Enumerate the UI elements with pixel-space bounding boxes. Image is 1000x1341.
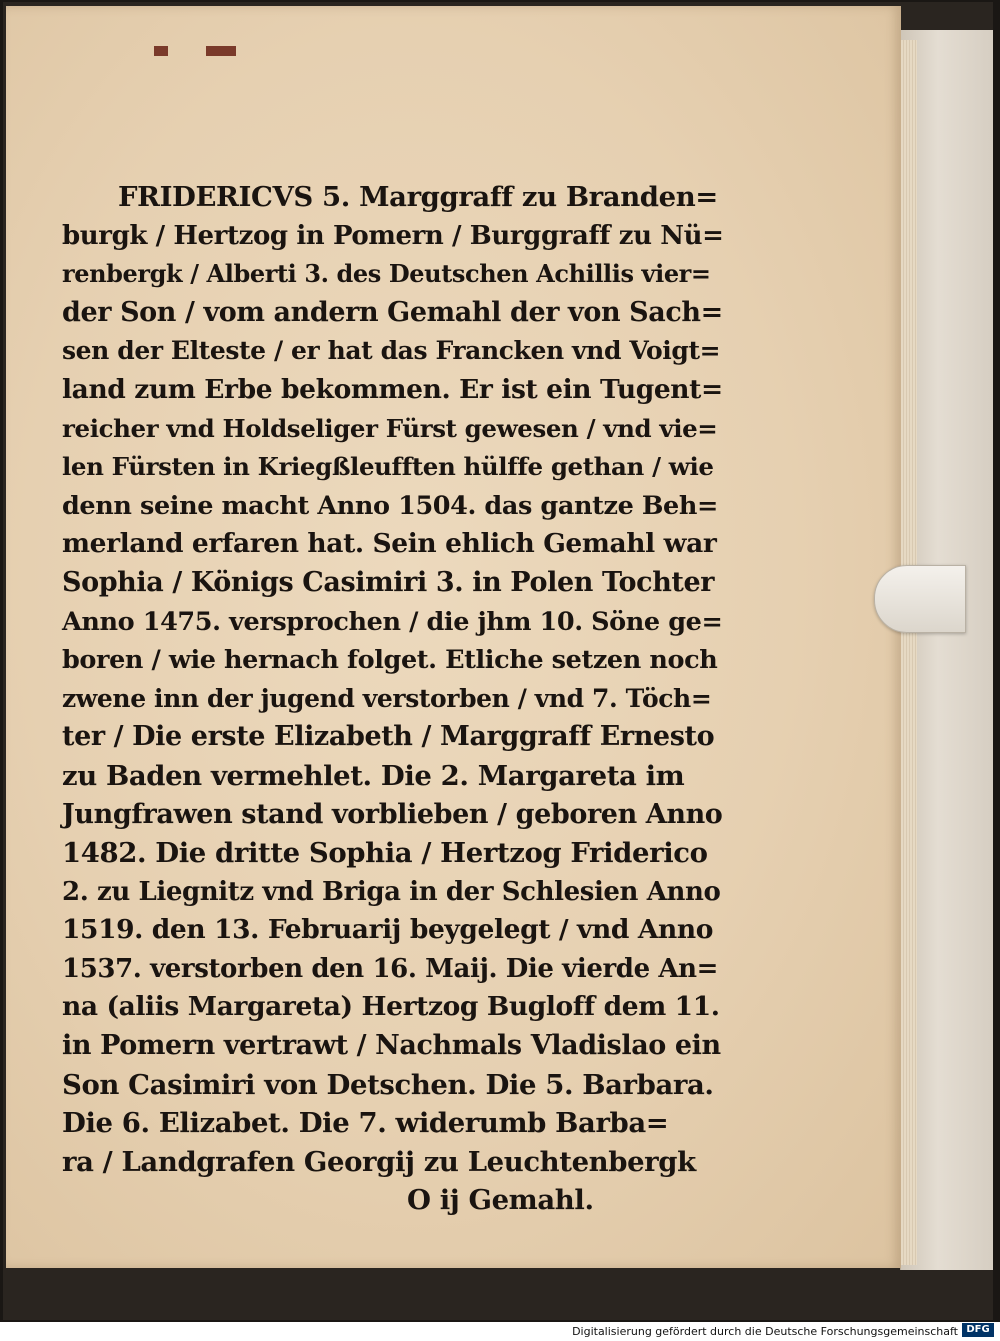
text-line: 1482. Die dritte Sophia / Hertzog Friderico [62, 837, 708, 870]
text-line: len Fürsten in Kriegßleufften hülffe gethan / wie [62, 452, 714, 482]
text-line: denn seine macht Anno 1504. das gantze Beh= [62, 490, 718, 521]
text-line: zu Baden vermehlet. Die 2. Margareta im [62, 759, 685, 792]
text-line: FRIDERICVS 5. Marggraff zu Branden= [118, 181, 718, 213]
text-line: Sophia / Königs Casimiri 3. in Polen Tochter [62, 566, 715, 598]
text-line: zwene inn der jugend verstorben / vnd 7. Töch= [62, 683, 712, 713]
text-line: merland erfaren hat. Sein ehlich Gemahl war [62, 528, 717, 560]
text-line: 1519. den 13. Februarij beygelegt / vnd Anno [62, 914, 714, 946]
text-line: Anno 1475. versprochen / die jhm 10. Söne ge= [62, 606, 723, 637]
text-line: sen der Elteste / er hat das Francken vnd Voigt= [62, 336, 721, 366]
text-line: boren / wie hernach folget. Etliche setzen noch [62, 645, 718, 676]
text-line: 1537. verstorben den 16. Maij. Die vierde An= [62, 953, 719, 984]
text-line: renbergk / Alberti 3. des Deutschen Achillis vier= [62, 259, 711, 289]
text-line: burgk / Hertzog in Pomern / Burggraff zu Nü= [62, 220, 724, 251]
text-block [62, 178, 724, 1220]
text-line: der Son / vom andern Gemahl der von Sach= [62, 296, 723, 328]
text-line: Jungfrawen stand vorblieben / geboren Anno [62, 798, 723, 830]
page-tab [874, 565, 966, 633]
catchword-line: O ij Gemahl. [407, 1184, 594, 1217]
footer-credit: Digitalisierung gefördert durch die Deutsche Forschungsgemeinschaft [572, 1325, 958, 1338]
dfg-logo: DFG [962, 1323, 994, 1337]
text-line: in Pomern vertrawt / Nachmals Vladislao ein [62, 1030, 721, 1062]
text-line: 2. zu Liegnitz vnd Briga in der Schlesien Anno [62, 876, 721, 907]
text-line: ra / Landgrafen Georgij zu Leuchtenbergk [62, 1145, 696, 1178]
text-line: ter / Die erste Elizabeth / Marggraff Ernesto [62, 721, 715, 753]
text-line: Die 6. Elizabet. Die 7. widerumb Barba= [62, 1107, 669, 1140]
ink-marks [154, 46, 244, 58]
text-line: reicher vnd Holdseliger Fürst gewesen / vnd vie= [62, 413, 718, 443]
text-line: na (aliis Margareta) Hertzog Bugloff dem 11. [62, 991, 720, 1023]
text-line: Son Casimiri von Detschen. Die 5. Barbara. [62, 1068, 714, 1101]
text-line: land zum Erbe bekommen. Er ist ein Tugent= [62, 373, 723, 405]
